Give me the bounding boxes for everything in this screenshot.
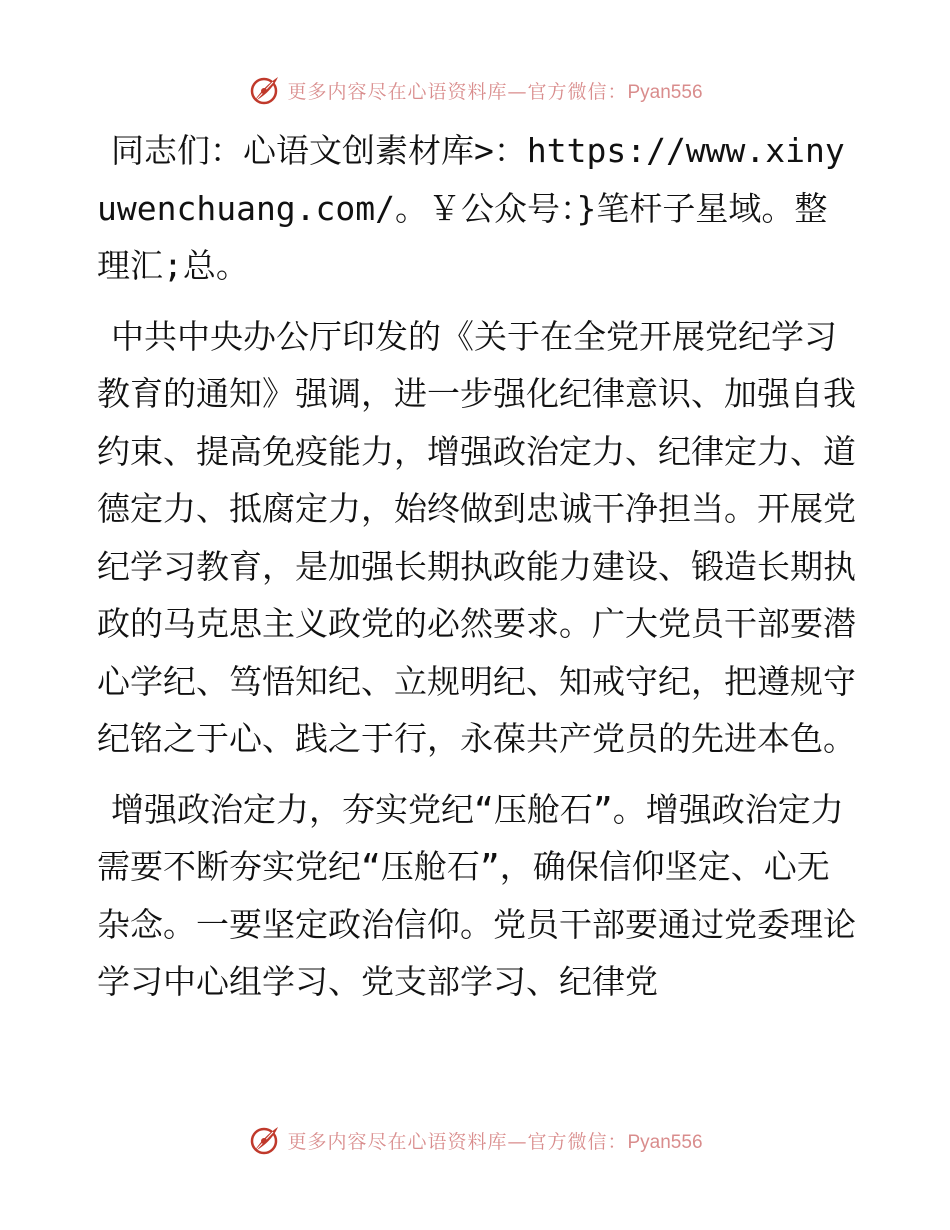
footer-banner-text [287, 1127, 702, 1154]
header-watermark-banner [0, 70, 950, 110]
paragraph-notice: 中共中央办公厅印发的《关于在全党开展党纪学习教育的通知》强调，进一步强化纪律意识、加强自我约束、提高免疫能力，增强政治定力、纪律定力、道德定力、抵腐定力，始终做到忠诚干净担当。开展党纪学习教育，是加强长期执政能力建设、锻造长期执政的马克思主义政党的必然要求。广大党员干部要潜心学纪、笃悟知纪、立规明纪、知戒守纪，把遵规守纪铭之于心、践之于行，永葆共产党员的先进本色。 [97, 316, 856, 758]
footer-banner-label: 更多内容尽在心语资料库—官方微信： [287, 1130, 628, 1153]
paragraph-political-stability: 增强政治定力，夯实党纪“压舱石”。增强政治定力需要不断夯实党纪“压舱石”，确保信仰坚定、心无杂念。一要坚定政治信仰。党员干部要通过党委理论学习中心组学习、党支部学习、纪律党 [97, 789, 856, 1001]
footer-banner-inner [247, 1123, 702, 1157]
paragraph-intro: 同志们：心语文创素材库>：https://www.xinyuwenchuang.com/。￥公众号：}笔杆子星域。整理汇;总。 [97, 131, 845, 285]
header-banner-text [287, 77, 702, 104]
header-banner-label: 更多内容尽在心语资料库—官方微信： [287, 80, 628, 103]
footer-banner-handle: Pyan556 [627, 1131, 703, 1153]
footer-watermark-banner [0, 1120, 950, 1160]
header-banner-handle: Pyan556 [627, 81, 703, 103]
header-banner-inner [247, 73, 702, 107]
feather-pen-logo-icon [247, 1123, 281, 1157]
feather-pen-logo-icon [247, 73, 281, 107]
document-body [97, 122, 857, 1024]
